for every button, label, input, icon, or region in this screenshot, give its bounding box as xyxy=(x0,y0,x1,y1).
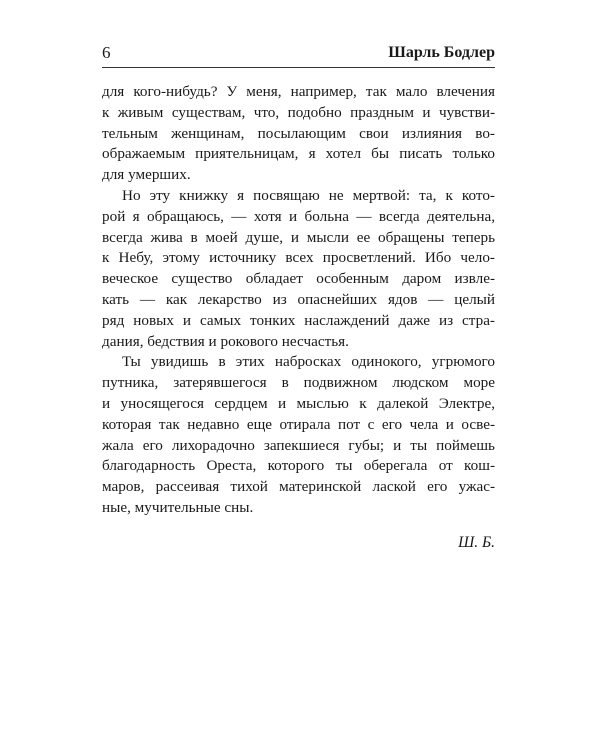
header-rule xyxy=(102,67,495,68)
text-line: тельным женщинам, посылающим свои излияния во- xyxy=(102,124,495,142)
text-line: кать — как лекарство из опаснейших ядов — целый xyxy=(102,290,495,308)
text-line: ные, мучительные сны. xyxy=(102,498,254,516)
running-title: Шарль Бодлер xyxy=(388,44,495,61)
text-line: для кого-нибудь? У меня, например, так мало влечения xyxy=(102,83,495,100)
text-line: путника, затерявшегося в подвижном людском море xyxy=(102,374,495,392)
text-line: ряд новых и самых тонких наслаждений даже из стра- xyxy=(102,311,495,329)
text-line: к живым существам, что, подобно праздным и чувстви- xyxy=(102,103,495,121)
text-line: веческое существо обладает особенным даром извле- xyxy=(102,270,495,288)
text-line: которая так недавно еще отирала пот с его чела и осве- xyxy=(102,415,495,433)
text-line: жала его лихорадочно запекшиеся губы; и ты поймешь xyxy=(102,436,495,454)
text-line: дания, бедствия и рокового несчастья. xyxy=(102,332,349,350)
text-line: для умерших. xyxy=(102,166,191,184)
text-line: всегда жива в моей душе, и мысли ее обращены теперь xyxy=(102,228,495,246)
text-line: ображаемым приятельницам, я хотел бы писать только xyxy=(102,145,495,163)
page-number: 6 xyxy=(102,43,111,62)
text-line: и уносящегося сердцем и мыслью к далекой Электре, xyxy=(102,394,495,412)
signature: Ш. Б. xyxy=(458,534,495,551)
text-line: рой я обращаюсь, — хотя и больна — всегда деятельна, xyxy=(102,207,495,225)
page-header xyxy=(102,42,495,70)
text-line: Ты увидишь в этих набросках одинокого, угрюмого xyxy=(122,353,495,371)
paragraph xyxy=(102,352,495,518)
body-text xyxy=(102,82,495,519)
text-line: маров, рассеивая тихой материнской лаской его ужас- xyxy=(102,478,495,496)
text-line: Но эту книжку я посвящаю не мертвой: та, к кото- xyxy=(122,186,495,204)
text-line: к Небу, этому источнику всех просветлений. Ибо чело- xyxy=(102,249,495,267)
paragraph xyxy=(102,82,495,186)
paragraph xyxy=(102,186,495,352)
text-line: благодарность Ореста, которого ты оберегала от кош- xyxy=(102,457,495,475)
